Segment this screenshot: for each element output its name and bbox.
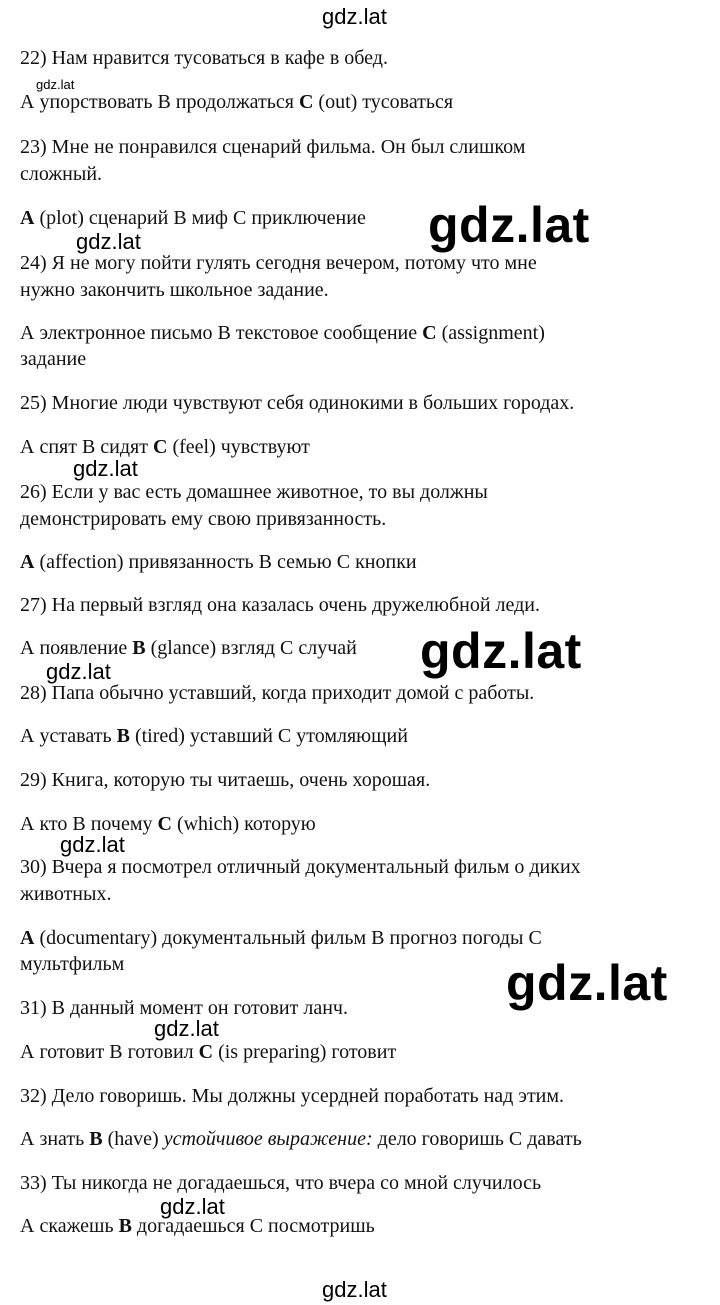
options-32: А знать B (have) устойчивое выражение: дело говоришь С давать xyxy=(20,1128,582,1150)
options-30-line2: мультфильм xyxy=(20,953,125,975)
question-27: 27) На первый взгляд она казалась очень дружелюбной леди. xyxy=(20,594,541,616)
options-24-line1: А электронное письмо В текстовое сообщение C (assignment) xyxy=(20,322,545,344)
watermark-medium-3: gdz.lat xyxy=(46,659,111,684)
watermark-small: gdz.lat xyxy=(36,77,75,92)
question-28: 28) Папа обычно уставший, когда приходит домой с работы. xyxy=(20,682,535,704)
watermark-large-3: gdz.lat xyxy=(506,955,668,1011)
question-26-line2: демонстрировать ему свою привязанность. xyxy=(20,508,387,530)
question-24-line2: нужно закончить школьное задание. xyxy=(20,279,329,301)
question-25: 25) Многие люди чувствуют себя одинокими в больших городах. xyxy=(20,392,575,414)
question-32: 32) Дело говоришь. Мы должны усердней поработать над этим. xyxy=(20,1085,565,1107)
options-30-line1: A (documentary) документальный фильм В прогноз погоды С xyxy=(20,927,542,949)
question-31: 31) В данный момент он готовит ланч. xyxy=(20,997,348,1019)
question-30-line1: 30) Вчера я посмотрел отличный документальный фильм о диких xyxy=(20,856,581,878)
question-26-line1: 26) Если у вас есть домашнее животное, то вы должны xyxy=(20,481,488,503)
watermark-bottom: gdz.lat xyxy=(322,1277,387,1302)
watermark-medium-1: gdz.lat xyxy=(76,229,141,254)
watermark-medium-2: gdz.lat xyxy=(73,456,138,481)
question-30-line2: животных. xyxy=(20,883,112,905)
question-29: 29) Книга, которую ты читаешь, очень хорошая. xyxy=(20,769,431,791)
options-27: А появление B (glance) взгляд С случай xyxy=(20,637,357,659)
options-26: A (affection) привязанность В семью С кнопки xyxy=(20,551,417,573)
options-31: А готовит В готовил C (is preparing) готовит xyxy=(20,1041,397,1063)
options-24-line2: задание xyxy=(20,348,87,370)
question-23-line2: сложный. xyxy=(20,163,103,185)
watermark-large-1: gdz.lat xyxy=(428,197,590,253)
options-33: А скажешь B догадаешься С посмотришь xyxy=(20,1215,375,1237)
question-22: 22) Нам нравится тусоваться в кафе в обед. xyxy=(20,47,388,69)
options-23: A (plot) сценарий В миф С приключение xyxy=(20,207,366,229)
question-33: 33) Ты никогда не догадаешься, что вчера со мной случилось xyxy=(20,1172,542,1194)
options-29: А кто В почему C (which) которую xyxy=(20,813,316,835)
watermark-medium-5: gdz.lat xyxy=(154,1016,219,1041)
question-24-line1: 24) Я не могу пойти гулять сегодня вечером, потому что мне xyxy=(20,252,537,274)
watermark-top: gdz.lat xyxy=(322,4,387,29)
options-28: А уставать B (tired) уставший С утомляющий xyxy=(20,725,408,747)
watermark-medium-4: gdz.lat xyxy=(60,832,125,857)
question-23-line1: 23) Мне не понравился сценарий фильма. Он был слишком xyxy=(20,136,526,158)
options-22: А упорствовать В продолжаться C (out) тусоваться xyxy=(20,91,454,113)
options-25: А спят В сидят C (feel) чувствуют xyxy=(20,436,310,458)
watermark-medium-6: gdz.lat xyxy=(160,1194,225,1219)
watermark-large-2: gdz.lat xyxy=(420,623,582,679)
